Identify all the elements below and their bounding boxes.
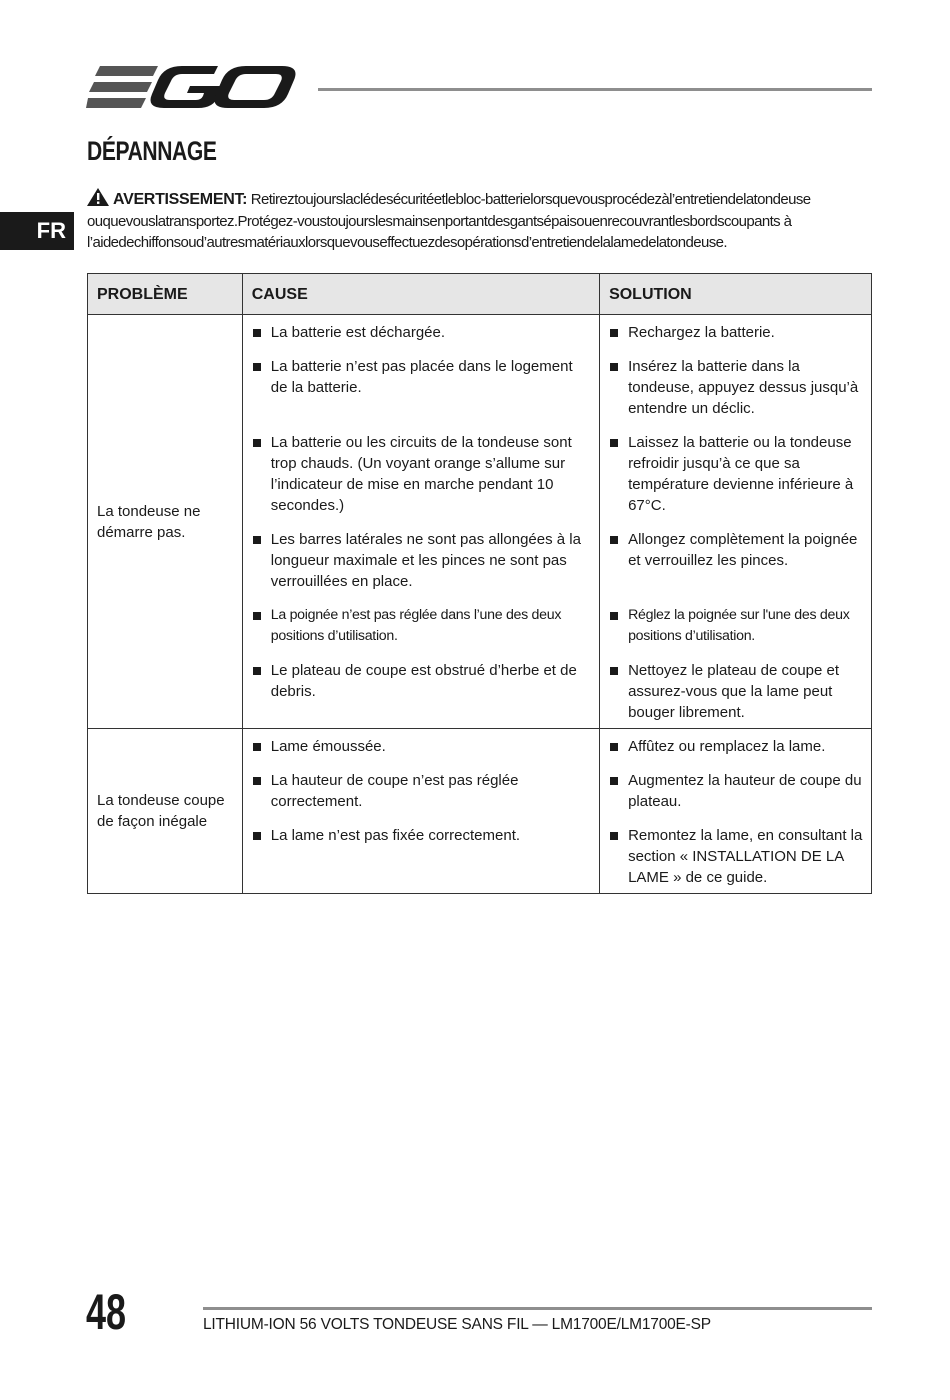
table-row xyxy=(88,729,872,894)
bullet-icon xyxy=(610,363,618,371)
table-row xyxy=(88,315,872,729)
list-item: Le plateau de coupe est obstrué d’herbe et de debris. xyxy=(253,660,591,723)
header-rule xyxy=(318,88,872,91)
list-item: La lame n’est pas fixée correctement. xyxy=(253,825,591,888)
page-number: 48 xyxy=(86,1284,127,1340)
warning-label: AVERTISSEMENT: xyxy=(113,191,248,208)
problem-cell: La tondeuse ne démarre pas. xyxy=(88,315,243,729)
list-item: Nettoyez le plateau de coupe et assurez-vous que la lame peut bouger librement. xyxy=(610,660,863,723)
list-item: Augmentez la hauteur de coupe du plateau. xyxy=(610,770,863,812)
list-item: Remontez la lame, en consultant la section « INSTALLATION DE LA LAME » de ce guide. xyxy=(610,825,863,888)
bullet-icon xyxy=(253,667,261,675)
bullet-icon xyxy=(253,363,261,371)
list-item: Insérez la batterie dans la tondeuse, appuyez dessus jusqu’à entendre un déclic. xyxy=(610,356,863,419)
language-tab: FR xyxy=(0,212,74,250)
problem-cell: La tondeuse coupe de façon inégale xyxy=(88,729,243,894)
bullet-icon xyxy=(253,832,261,840)
warning-triangle-icon xyxy=(87,188,109,206)
bullet-icon xyxy=(253,743,261,751)
page-title: DÉPANNAGE xyxy=(87,136,217,166)
bullet-icon xyxy=(253,777,261,785)
footer-text: LITHIUM-ION 56 VOLTS TONDEUSE SANS FIL — LM1700E/LM1700E-SP xyxy=(203,1316,711,1333)
solution-cell xyxy=(600,729,872,894)
warning-text: Retireztoujourslaclédesécuritéetlebloc-batterielorsquevousprocédezàl’entretiendelatondeuse ouquevouslatransportez.Protégez-voustoujourslesmainsenportantdesgantsépaisouenrecouvrantlesbordscoupants à l’aidedechiffonsoud’autresmatériauxlorsquevouseffectuezdesopérationsd’entretiendelalamedelatondeuse. xyxy=(87,191,811,251)
solution-cell xyxy=(600,315,872,729)
bullet-icon xyxy=(610,743,618,751)
header-cause: CAUSE xyxy=(242,274,599,315)
list-item: Les barres latérales ne sont pas allongées à la longueur maximale et les pinces ne sont pas verrouillées en place. xyxy=(253,529,591,592)
list-item: Laissez la batterie ou la tondeuse refroidir jusqu’à ce que sa température devienne inférieure à 67°C. xyxy=(610,432,863,516)
ego-logo xyxy=(86,62,298,114)
list-item: Réglez la poignée sur l'une des deux positions d’utilisation. xyxy=(610,605,863,647)
table-header-row xyxy=(88,274,872,315)
bullet-icon xyxy=(610,667,618,675)
bullet-icon xyxy=(253,439,261,447)
list-item: La batterie ou les circuits de la tondeuse sont trop chauds. (Un voyant orange s’allume sur l’indicateur de mise en marche pendant 10 secondes.) xyxy=(253,432,591,516)
bullet-icon xyxy=(253,612,261,620)
bullet-icon xyxy=(253,536,261,544)
bullet-icon xyxy=(610,777,618,785)
bullet-icon xyxy=(610,612,618,620)
cause-cell xyxy=(242,315,599,729)
list-item: Rechargez la batterie. xyxy=(610,322,863,343)
list-item: La poignée n’est pas réglée dans l’une des deux positions d’utilisation. xyxy=(253,605,591,647)
troubleshooting-table xyxy=(87,273,872,894)
list-item: La batterie est déchargée. xyxy=(253,322,591,343)
list-item: Affûtez ou remplacez la lame. xyxy=(610,736,863,757)
bullet-icon xyxy=(253,329,261,337)
bullet-icon xyxy=(610,439,618,447)
list-item: La hauteur de coupe n’est pas réglée correctement. xyxy=(253,770,591,812)
list-item: La batterie n’est pas placée dans le logement de la batterie. xyxy=(253,356,591,419)
bullet-icon xyxy=(610,832,618,840)
footer-rule xyxy=(203,1307,872,1310)
cause-cell xyxy=(242,729,599,894)
bullet-icon xyxy=(610,536,618,544)
header-problem: PROBLÈME xyxy=(88,274,243,315)
bullet-icon xyxy=(610,329,618,337)
list-item: Lame émoussée. xyxy=(253,736,591,757)
list-item: Allongez complètement la poignée et verrouillez les pinces. xyxy=(610,529,863,592)
warning-notice xyxy=(87,188,877,254)
header-solution: SOLUTION xyxy=(600,274,872,315)
